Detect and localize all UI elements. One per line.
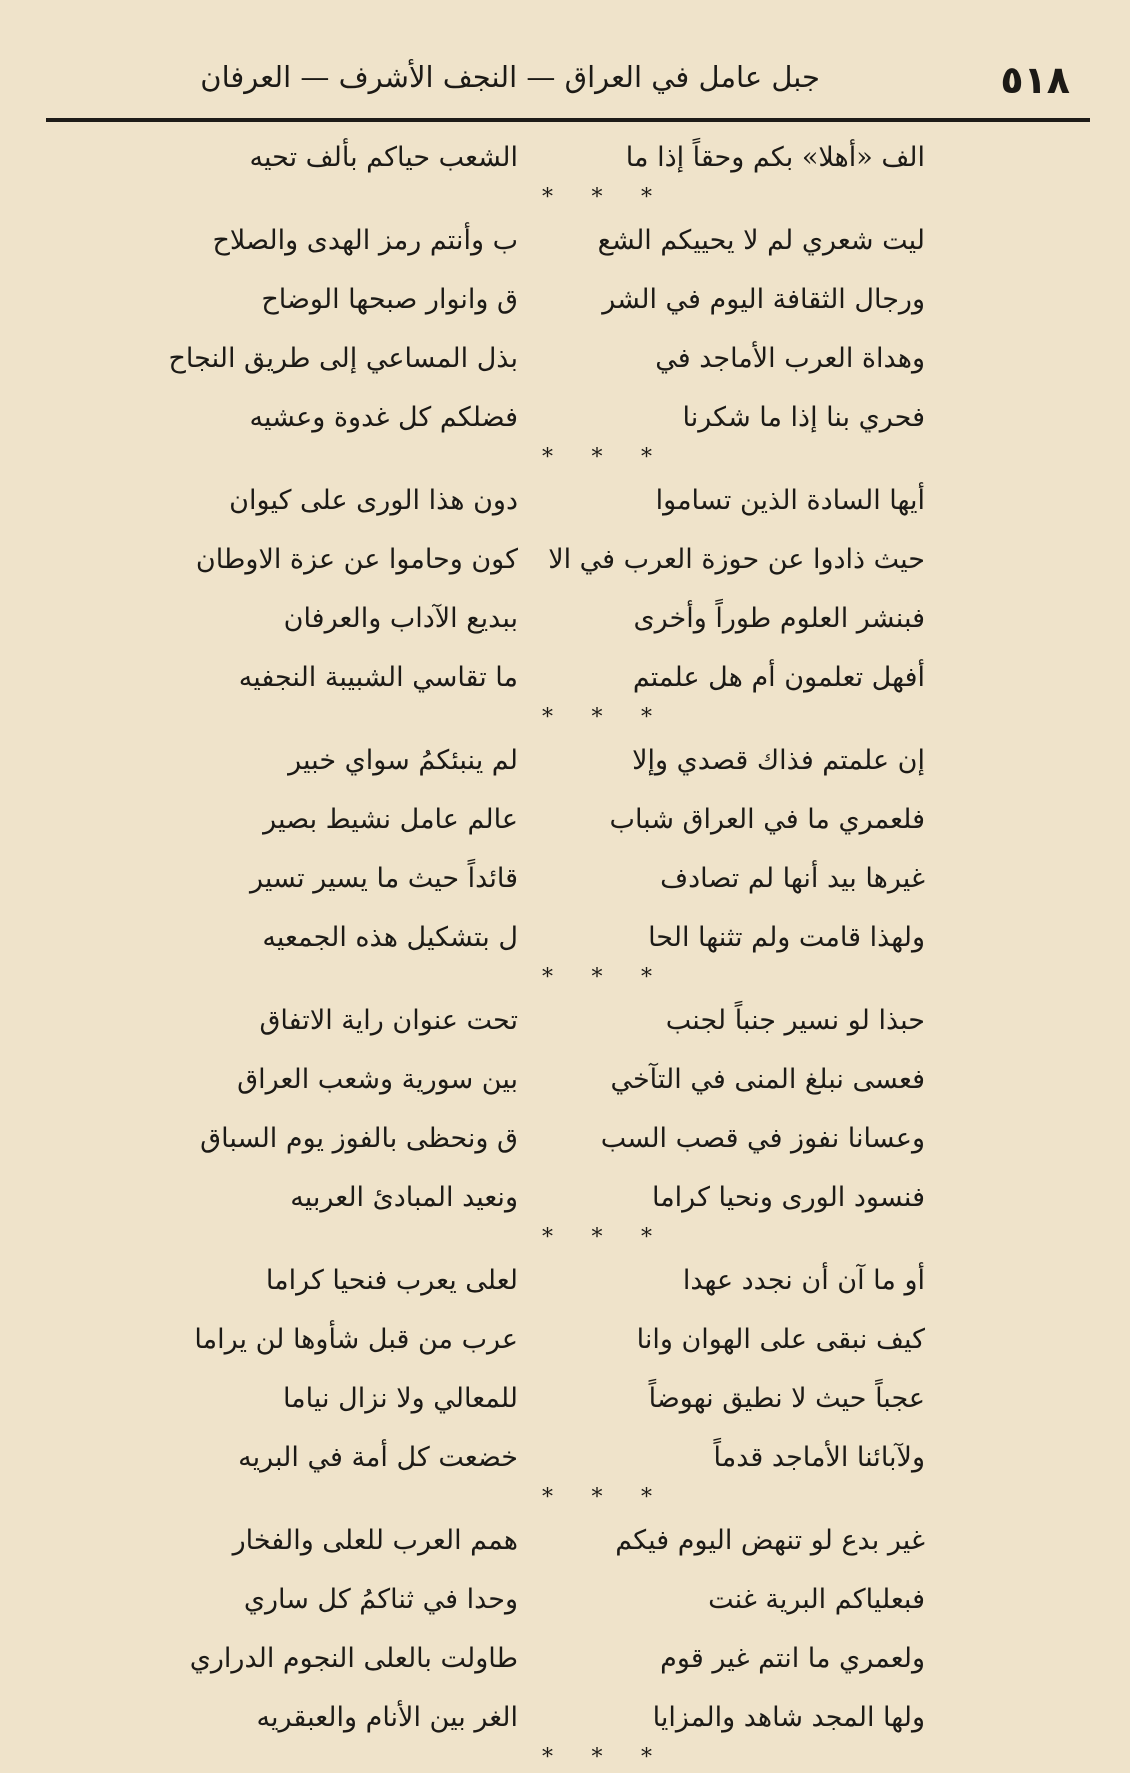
separator-stars xyxy=(542,447,652,469)
separator-star: * xyxy=(641,705,652,730)
verse-line xyxy=(0,1570,1130,1629)
verse-first-hemistich: حيث ذادوا عن حوزة العرب في الا xyxy=(548,544,925,575)
verse-first-hemistich: غيرها بيد أنها لم تصادف xyxy=(660,863,925,894)
stanza-separator xyxy=(0,187,1130,211)
verse-second-hemistich: طاولت بالعلى النجوم الدراري xyxy=(189,1643,518,1674)
verse-line xyxy=(0,1688,1130,1747)
verse-first-hemistich: أو ما آن أن نجدد عهدا xyxy=(682,1265,925,1296)
verse-first-hemistich: فبعلياكم البرية غنت xyxy=(708,1584,925,1615)
verse-line xyxy=(0,731,1130,790)
verse-line xyxy=(0,530,1130,589)
verse-first-hemistich: فنسود الورى ونحيا كراما xyxy=(651,1182,925,1213)
verse-first-hemistich: أفهل تعلمون أم هل علمتم xyxy=(632,662,925,693)
verse-second-hemistich: ل بتشكيل هذه الجمعيه xyxy=(262,922,518,953)
verse-first-hemistich: كيف نبقى على الهوان وانا xyxy=(636,1324,925,1355)
verse-first-hemistich: ولها المجد شاهد والمزايا xyxy=(652,1702,925,1733)
verse-line xyxy=(0,211,1130,270)
verse-line xyxy=(0,908,1130,967)
separator-star: * xyxy=(641,185,652,210)
verse-line xyxy=(0,1168,1130,1227)
separator-star: * xyxy=(542,705,553,730)
verse-line xyxy=(0,790,1130,849)
verse-second-hemistich: فضلكم كل غدوة وعشيه xyxy=(249,402,518,433)
verse-first-hemistich: أيها السادة الذين تساموا xyxy=(655,485,925,516)
verse-first-hemistich: إن علمتم فذاك قصدي وإلا xyxy=(632,745,925,776)
poem xyxy=(0,128,1130,1771)
verse-line xyxy=(0,128,1130,187)
separator-star: * xyxy=(591,1225,603,1250)
verse-second-hemistich: لعلى يعرب فنحيا كراما xyxy=(265,1265,518,1296)
separator-star: * xyxy=(641,1485,652,1510)
verse-line xyxy=(0,471,1130,530)
verse-second-hemistich: دون هذا الورى على كيوان xyxy=(229,485,518,516)
separator-star: * xyxy=(542,1745,553,1770)
verse-first-hemistich: ولهذا قامت ولم تثنها الحا xyxy=(648,922,925,953)
verse-second-hemistich: الشعب حياكم بألف تحيه xyxy=(249,142,518,173)
separator-star: * xyxy=(591,185,603,210)
separator-star: * xyxy=(591,1485,603,1510)
verse-line xyxy=(0,1310,1130,1369)
separator-stars xyxy=(542,1227,652,1249)
verse-second-hemistich: عرب من قبل شأوها لن يراما xyxy=(194,1324,518,1355)
verse-first-hemistich: فبنشر العلوم طوراً وأخرى xyxy=(633,603,925,634)
verse-second-hemistich: تحت عنوان راية الاتفاق xyxy=(259,1005,518,1036)
verse-first-hemistich: حبذا لو نسير جنباً لجنب xyxy=(665,1005,925,1036)
verse-first-hemistich: فحري بنا إذا ما شكرنا xyxy=(682,402,925,433)
verse-second-hemistich: للمعالي ولا نزال نياما xyxy=(282,1383,518,1414)
verse-first-hemistich: ولآبائنا الأماجد قدماً xyxy=(713,1442,925,1473)
verse-first-hemistich: وهداة العرب الأماجد في xyxy=(655,343,925,374)
verse-second-hemistich: ببديع الآداب والعرفان xyxy=(283,603,518,634)
separator-star: * xyxy=(641,1225,652,1250)
separator-star: * xyxy=(542,185,553,210)
verse-first-hemistich: فلعمري ما في العراق شباب xyxy=(609,804,925,835)
separator-star: * xyxy=(641,445,652,470)
verse-second-hemistich: لم ينبئكمُ سواي خبير xyxy=(288,745,518,776)
verse-first-hemistich: غير بدع لو تنهض اليوم فيكم xyxy=(615,1525,925,1556)
separator-star: * xyxy=(591,965,603,990)
separator-star: * xyxy=(591,1745,603,1770)
stanza-separator xyxy=(0,967,1130,991)
verse-second-hemistich: خضعت كل أمة في البريه xyxy=(238,1442,518,1473)
separator-star: * xyxy=(542,1485,553,1510)
verse-line xyxy=(0,1511,1130,1570)
verse-second-hemistich: ب وأنتم رمز الهدى والصلاح xyxy=(212,225,518,256)
verse-second-hemistich: كون وحاموا عن عزة الاوطان xyxy=(195,544,518,575)
stanza-separator xyxy=(0,1747,1130,1771)
running-title: جبل عامل في العراق — النجف الأشرف — العرفان xyxy=(200,60,820,94)
verse-first-hemistich: ورجال الثقافة اليوم في الشر xyxy=(602,284,925,315)
verse-second-hemistich: بين سورية وشعب العراق xyxy=(237,1064,518,1095)
header-rule xyxy=(46,118,1090,122)
separator-star: * xyxy=(591,705,603,730)
stanza-separator xyxy=(0,707,1130,731)
verse-line xyxy=(0,1428,1130,1487)
verse-line xyxy=(0,329,1130,388)
verse-second-hemistich: الغر بين الأنام والعبقريه xyxy=(256,1702,518,1733)
separator-stars xyxy=(542,187,652,209)
page-number: ٥١٨ xyxy=(1000,58,1070,102)
verse-first-hemistich: ولعمري ما انتم غير قوم xyxy=(660,1643,925,1674)
verse-line xyxy=(0,589,1130,648)
verse-second-hemistich: ما تقاسي الشبيبة النجفيه xyxy=(238,662,518,693)
verse-line xyxy=(0,388,1130,447)
stanza-separator xyxy=(0,1487,1130,1511)
verse-first-hemistich: وعسانا نفوز في قصب السب xyxy=(600,1123,925,1154)
verse-second-hemistich: وحدا في ثناكمُ كل ساري xyxy=(243,1584,518,1615)
verse-line xyxy=(0,1629,1130,1688)
verse-line xyxy=(0,1251,1130,1310)
stanza-separator xyxy=(0,447,1130,471)
separator-stars xyxy=(542,967,652,989)
separator-star: * xyxy=(542,1225,553,1250)
verse-second-hemistich: بذل المساعي إلى طريق النجاح xyxy=(168,343,518,374)
separator-star: * xyxy=(641,1745,652,1770)
verse-first-hemistich: ليت شعري لم لا يحييكم الشع xyxy=(597,225,925,256)
verse-second-hemistich: همم العرب للعلى والفخار xyxy=(232,1525,518,1556)
verse-second-hemistich: عالم عامل نشيط بصير xyxy=(263,804,518,835)
stanza-separator xyxy=(0,1227,1130,1251)
verse-line xyxy=(0,849,1130,908)
verse-first-hemistich: عجباً حيث لا نطيق نهوضاً xyxy=(648,1383,925,1414)
verse-line xyxy=(0,270,1130,329)
verse-line xyxy=(0,1109,1130,1168)
verse-line xyxy=(0,1050,1130,1109)
separator-stars xyxy=(542,1487,652,1509)
separator-stars xyxy=(542,707,652,729)
separator-stars xyxy=(542,1747,652,1769)
separator-star: * xyxy=(641,965,652,990)
verse-line xyxy=(0,991,1130,1050)
separator-star: * xyxy=(542,445,553,470)
verse-second-hemistich: ق ونحظى بالفوز يوم السباق xyxy=(200,1123,518,1154)
verse-second-hemistich: ق وانوار صبحها الوضاح xyxy=(261,284,518,315)
verse-first-hemistich: الف «أهلا» بكم وحقاً إذا ما xyxy=(625,142,925,173)
verse-line xyxy=(0,1369,1130,1428)
page-header xyxy=(200,52,1070,112)
verse-line xyxy=(0,648,1130,707)
verse-first-hemistich: فعسى نبلغ المنى في التآخي xyxy=(610,1064,925,1095)
separator-star: * xyxy=(542,965,553,990)
verse-second-hemistich: ونعيد المبادئ العربيه xyxy=(290,1182,518,1213)
separator-star: * xyxy=(591,445,603,470)
verse-second-hemistich: قائداً حيث ما يسير تسير xyxy=(250,863,518,894)
